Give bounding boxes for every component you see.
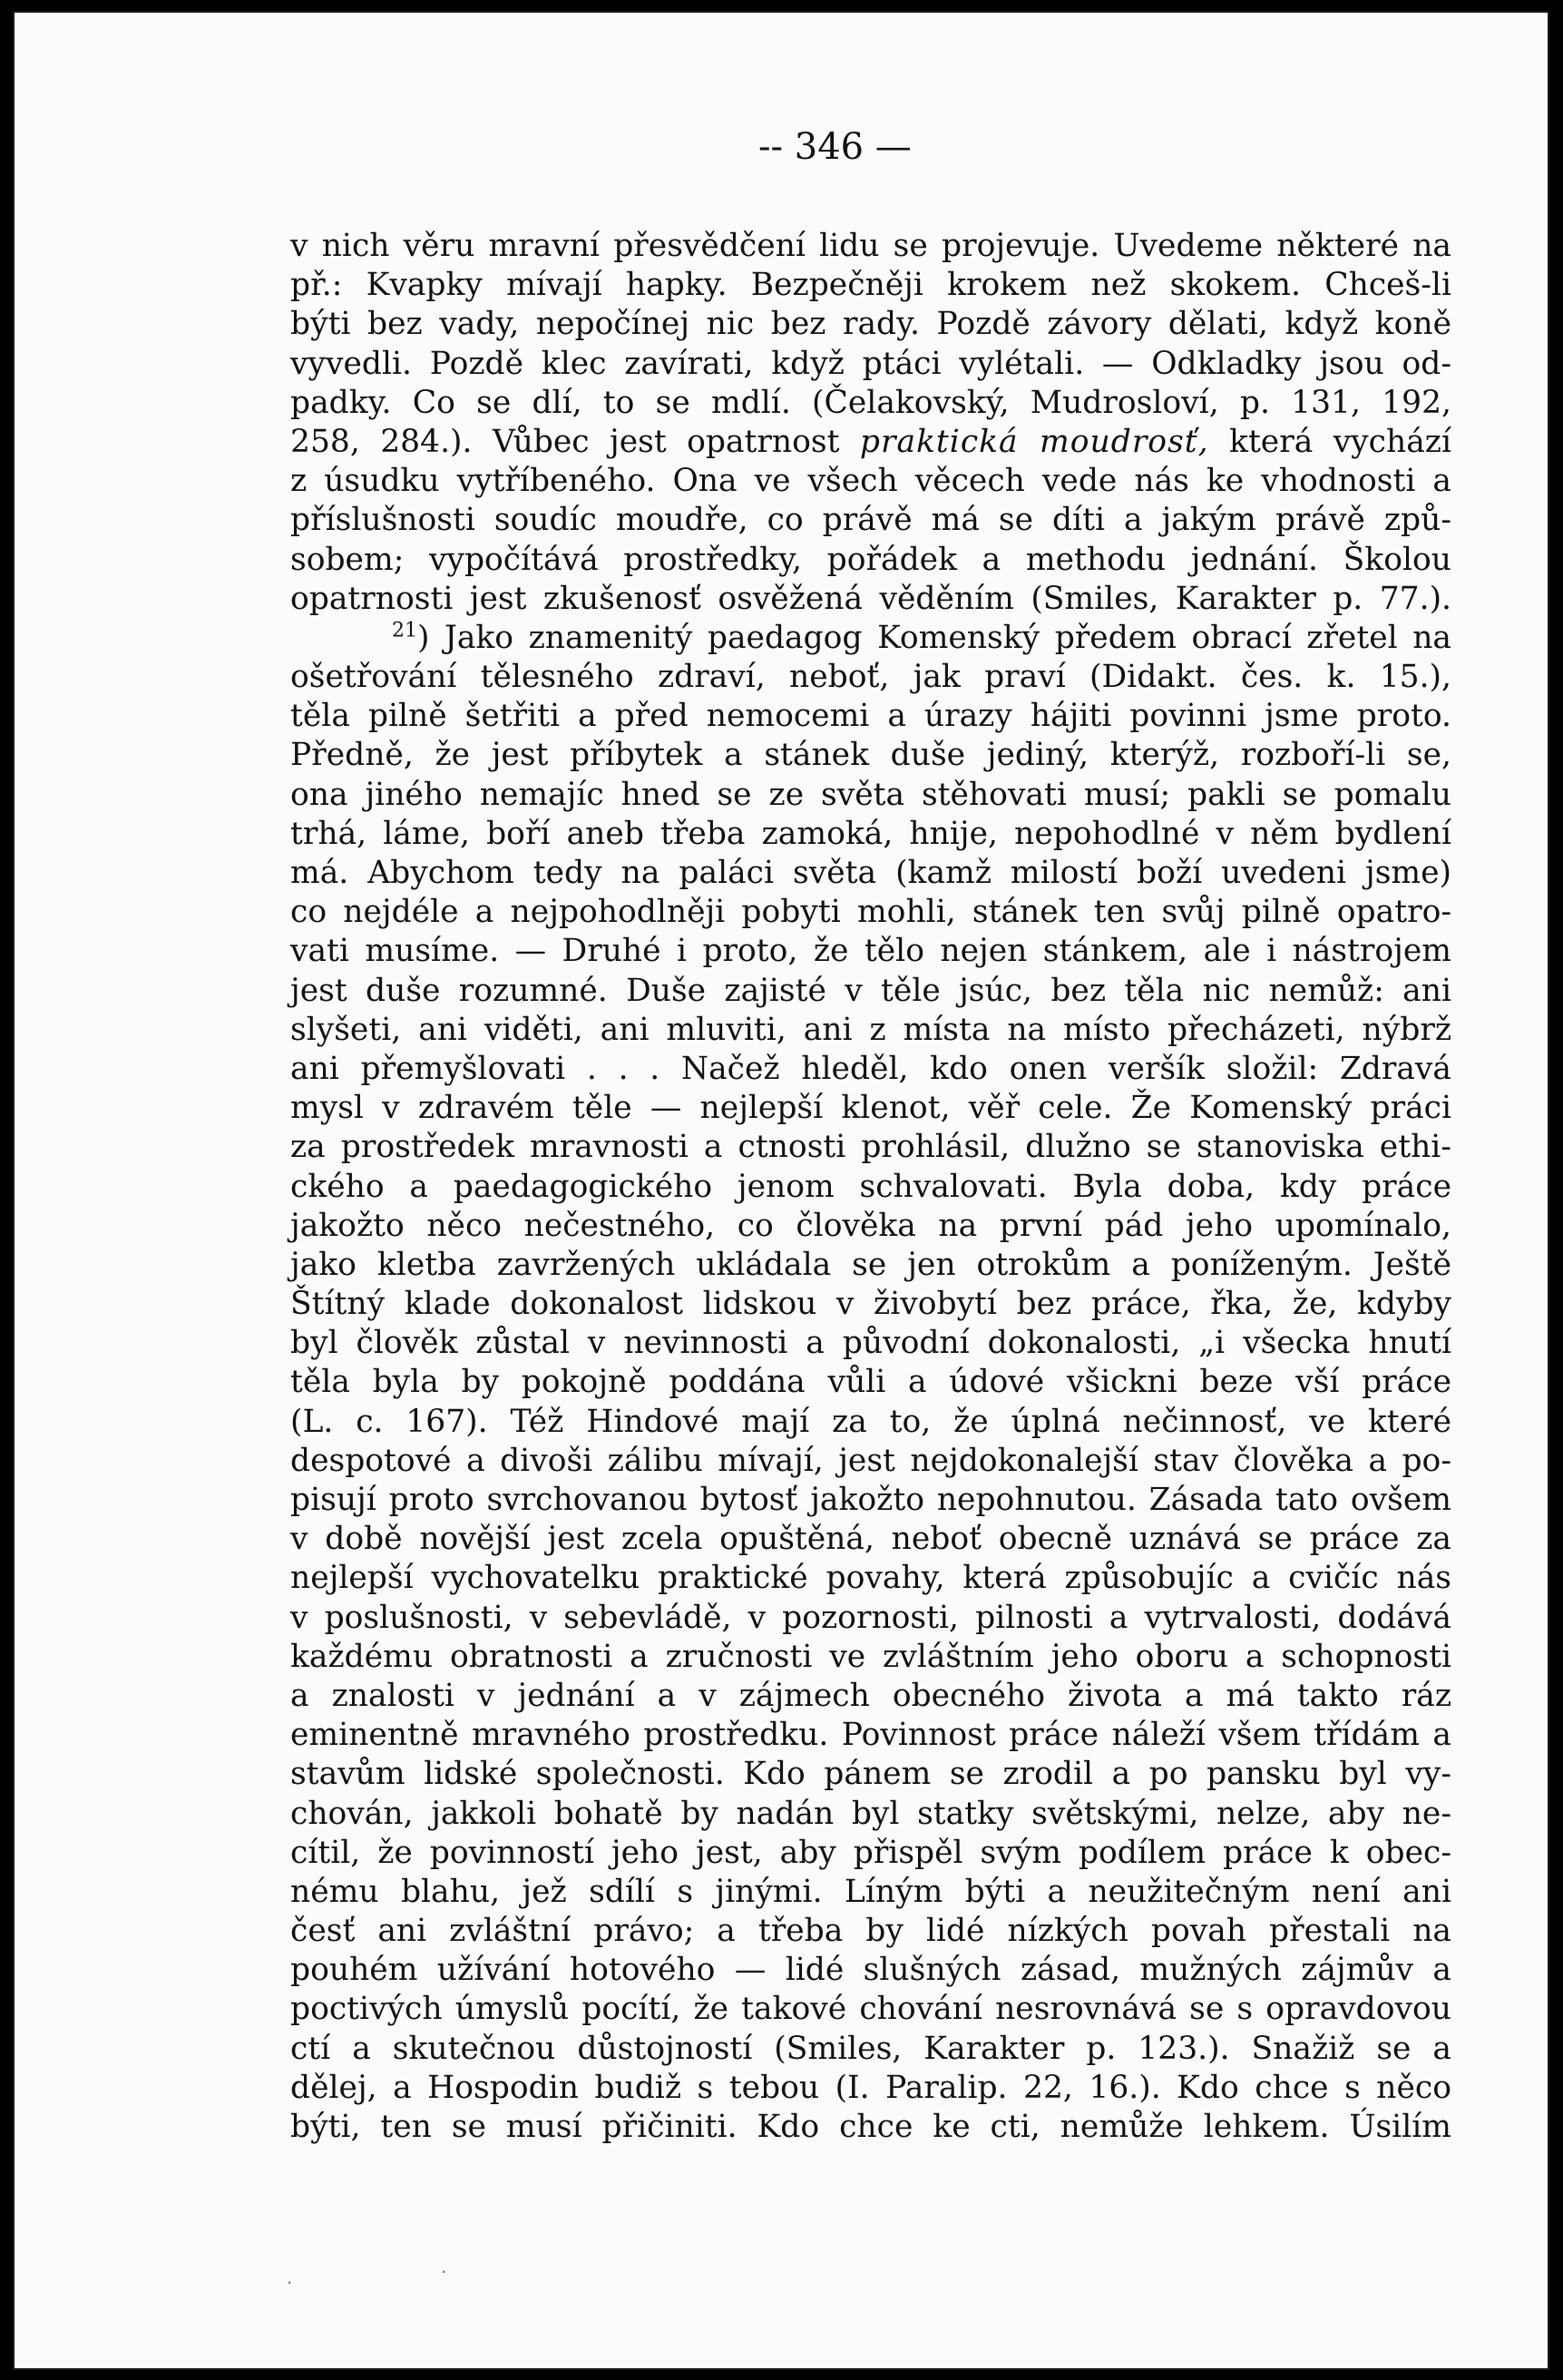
text-line [290,423,1451,462]
text-line: vyvedli. Pozdě klec zavírati, když ptáci vylétali. — Odkladky jsou od- [290,345,1451,382]
text-line: byl člověk zůstal v nevinnosti a původní dokonalosti, „i všecka hnutí [290,1325,1451,1362]
text-line: nejlepší vychovatelku praktické povahy, která způsobujíc a cvičíc nás [290,1560,1451,1597]
text-line: sobem; vypočítává prostředky, pořádek a methodu jednání. Školou [290,541,1451,578]
text-line: př.: Kvapky mívají hapky. Bezpečněji krokem než skokem. Chceš-li [290,267,1451,304]
text-line: česť ani zvláštní právo; a třeba by lidé nízkých povah přestali na [290,1913,1451,1950]
text-line: za prostředek mravnosti a ctnosti prohlásil, dlužno se stanoviska ethi- [290,1129,1451,1166]
text-line: mysl v zdravém těle — nejlepší klenot, věř cele. Že Komenský práci [290,1090,1451,1127]
text-line: opatrnosti jest zkušenosť osvěžená věděním (Smiles, Karakter p. 77.). [290,580,1451,617]
text-line: poctivých úmyslů pocítí, že takové chování nesrovnává se s opravdovou [290,1991,1451,2028]
line-text: 258, 284.). Vůbec jest opatrnost [290,423,860,460]
text-line: co nejdéle a nejpohodlněji pobyti mohli, stánek ten svůj pilně opatro- [290,894,1451,931]
page-speck: · [287,2272,293,2294]
text-line: pouhém užívání hotového — lidé slušných zásad, mužných zájmův a [290,1952,1451,1989]
text-line: ošetřování tělesného zdraví, neboť, jak praví (Didakt. čes. k. 15.), [290,659,1451,696]
text-line: pisují proto svrchovanou bytosť jakožto nepohnutou. Zásada tato ovšem [290,1482,1451,1518]
body-text [290,227,1451,2147]
text-line: despotové a divoši zálibu mívají, jest nejdokonalejší stav člověka a po- [290,1442,1451,1479]
text-line: (L. c. 167). Též Hindové mají za to, že úplná nečinnosť, ve které [290,1403,1451,1440]
text-line: z úsudku vytříbeného. Ona ve všech věcech vede nás ke vhodnosti a [290,463,1451,500]
text-line: Předně, že jest příbytek a stánek duše jediný, kterýž, rozboří-li se, [290,737,1451,774]
text-line: má. Abychom tedy na paláci světa (kamž milostí boží uvedeni jsme) [290,855,1451,891]
text-line: příslušnosti soudíc moudře, co právě má se díti a jakým právě způ- [290,502,1451,539]
text-line: jakožto něco nečestného, co člověka na první pád jeho upomínalo, [290,1207,1451,1244]
text-line: jest duše rozumné. Duše zajisté v těle jsúc, bez těla nic nemůž: ani [290,972,1451,1009]
text-line [290,619,1451,658]
line-text: která vychází [1208,423,1451,460]
text-line: a znalosti v jednání a v zájmech obecného života a má takto ráz [290,1677,1451,1714]
line-text: ) Jako znamenitý paedagog Komenský předem obrací zřetel na [417,619,1451,656]
page-speck: · [441,2261,447,2283]
book-page [13,11,1549,2370]
text-line: dělej, a Hospodin budiž s tebou (I. Paralip. 22, 16.). Kdo chce s něco [290,2069,1451,2106]
text-line: ckého a paedagogického jenom schvalovati. Byla doba, kdy práce [290,1168,1451,1205]
footnote-marker: 21 [392,619,417,642]
text-line: v poslušnosti, v sebevládě, v pozornosti, pilnosti a vytrvalosti, dodává [290,1599,1451,1636]
page-number: -- 346 — [758,126,912,168]
text-line: slyšeti, ani viděti, ani mluviti, ani z místa na místo přecházeti, nýbrž [290,1011,1451,1048]
text-line: vati musíme. — Druhé i proto, že tělo nejen stánkem, ale i nástrojem [290,933,1451,970]
text-line: ani přemyšlovati . . . Načež hleděl, kdo onen veršík složil: Zdravá [290,1050,1451,1087]
text-line: v době novější jest zcela opuštěná, neboť obecně uznává se práce za [290,1521,1451,1558]
text-line: v nich věru mravní přesvědčení lidu se projevuje. Uvedeme některé na [290,228,1451,264]
emphasized-phrase: praktická moudrosť, [859,423,1209,460]
text-line: padky. Co se dlí, to se mdlí. (Čelakovský, Mudrosloví, p. 131, 192, [290,384,1451,421]
text-line: Štítný klade dokonalost lidskou v živobytí bez práce, řka, že, kdyby [290,1286,1451,1323]
text-line: jako kletba zavržených ukládala se jen otrokům a poníženým. Ještě [290,1246,1451,1283]
text-line: nému blahu, jež sdílí s jinými. Líným býti a neužitečným není ani [290,1873,1451,1910]
text-line: eminentně mravného prostředku. Povinnost práce náleží všem třídám a [290,1717,1451,1754]
text-line: ona jiného nemajíc hned se ze světa stěhovati musí; pakli se pomalu [290,776,1451,813]
text-line: býti bez vady, nepočínej nic bez rady. Pozdě závory dělati, když koně [290,306,1451,343]
text-line: ctí a skutečnou důstojností (Smiles, Karakter p. 123.). Snažiž se a [290,2030,1451,2067]
text-line: každému obratnosti a zručnosti ve zvláštním jeho oboru a schopnosti [290,1638,1451,1675]
text-line: těla pilně šetřiti a před nemocemi a úrazy hájiti povinni jsme proto. [290,698,1451,735]
text-line: cítil, že povinností jeho jest, aby přispěl svým podílem práce k obec- [290,1834,1451,1871]
text-line: trhá, láme, boří aneb třeba zamoká, hnije, nepohodlné v něm bydlení [290,815,1451,852]
text-line: těla byla by pokojně poddána vůli a údové všickni beze vší práce [290,1364,1451,1401]
text-line: býti, ten se musí přičiniti. Kdo chce ke cti, nemůže lehkem. Úsilím [290,2109,1451,2145]
text-line: stavům lidské společnosti. Kdo pánem se zrodil a po pansku byl vy- [290,1756,1451,1793]
text-line: chován, jakkoli bohatě by nadán byl statky světskými, nelze, aby ne- [290,1795,1451,1832]
